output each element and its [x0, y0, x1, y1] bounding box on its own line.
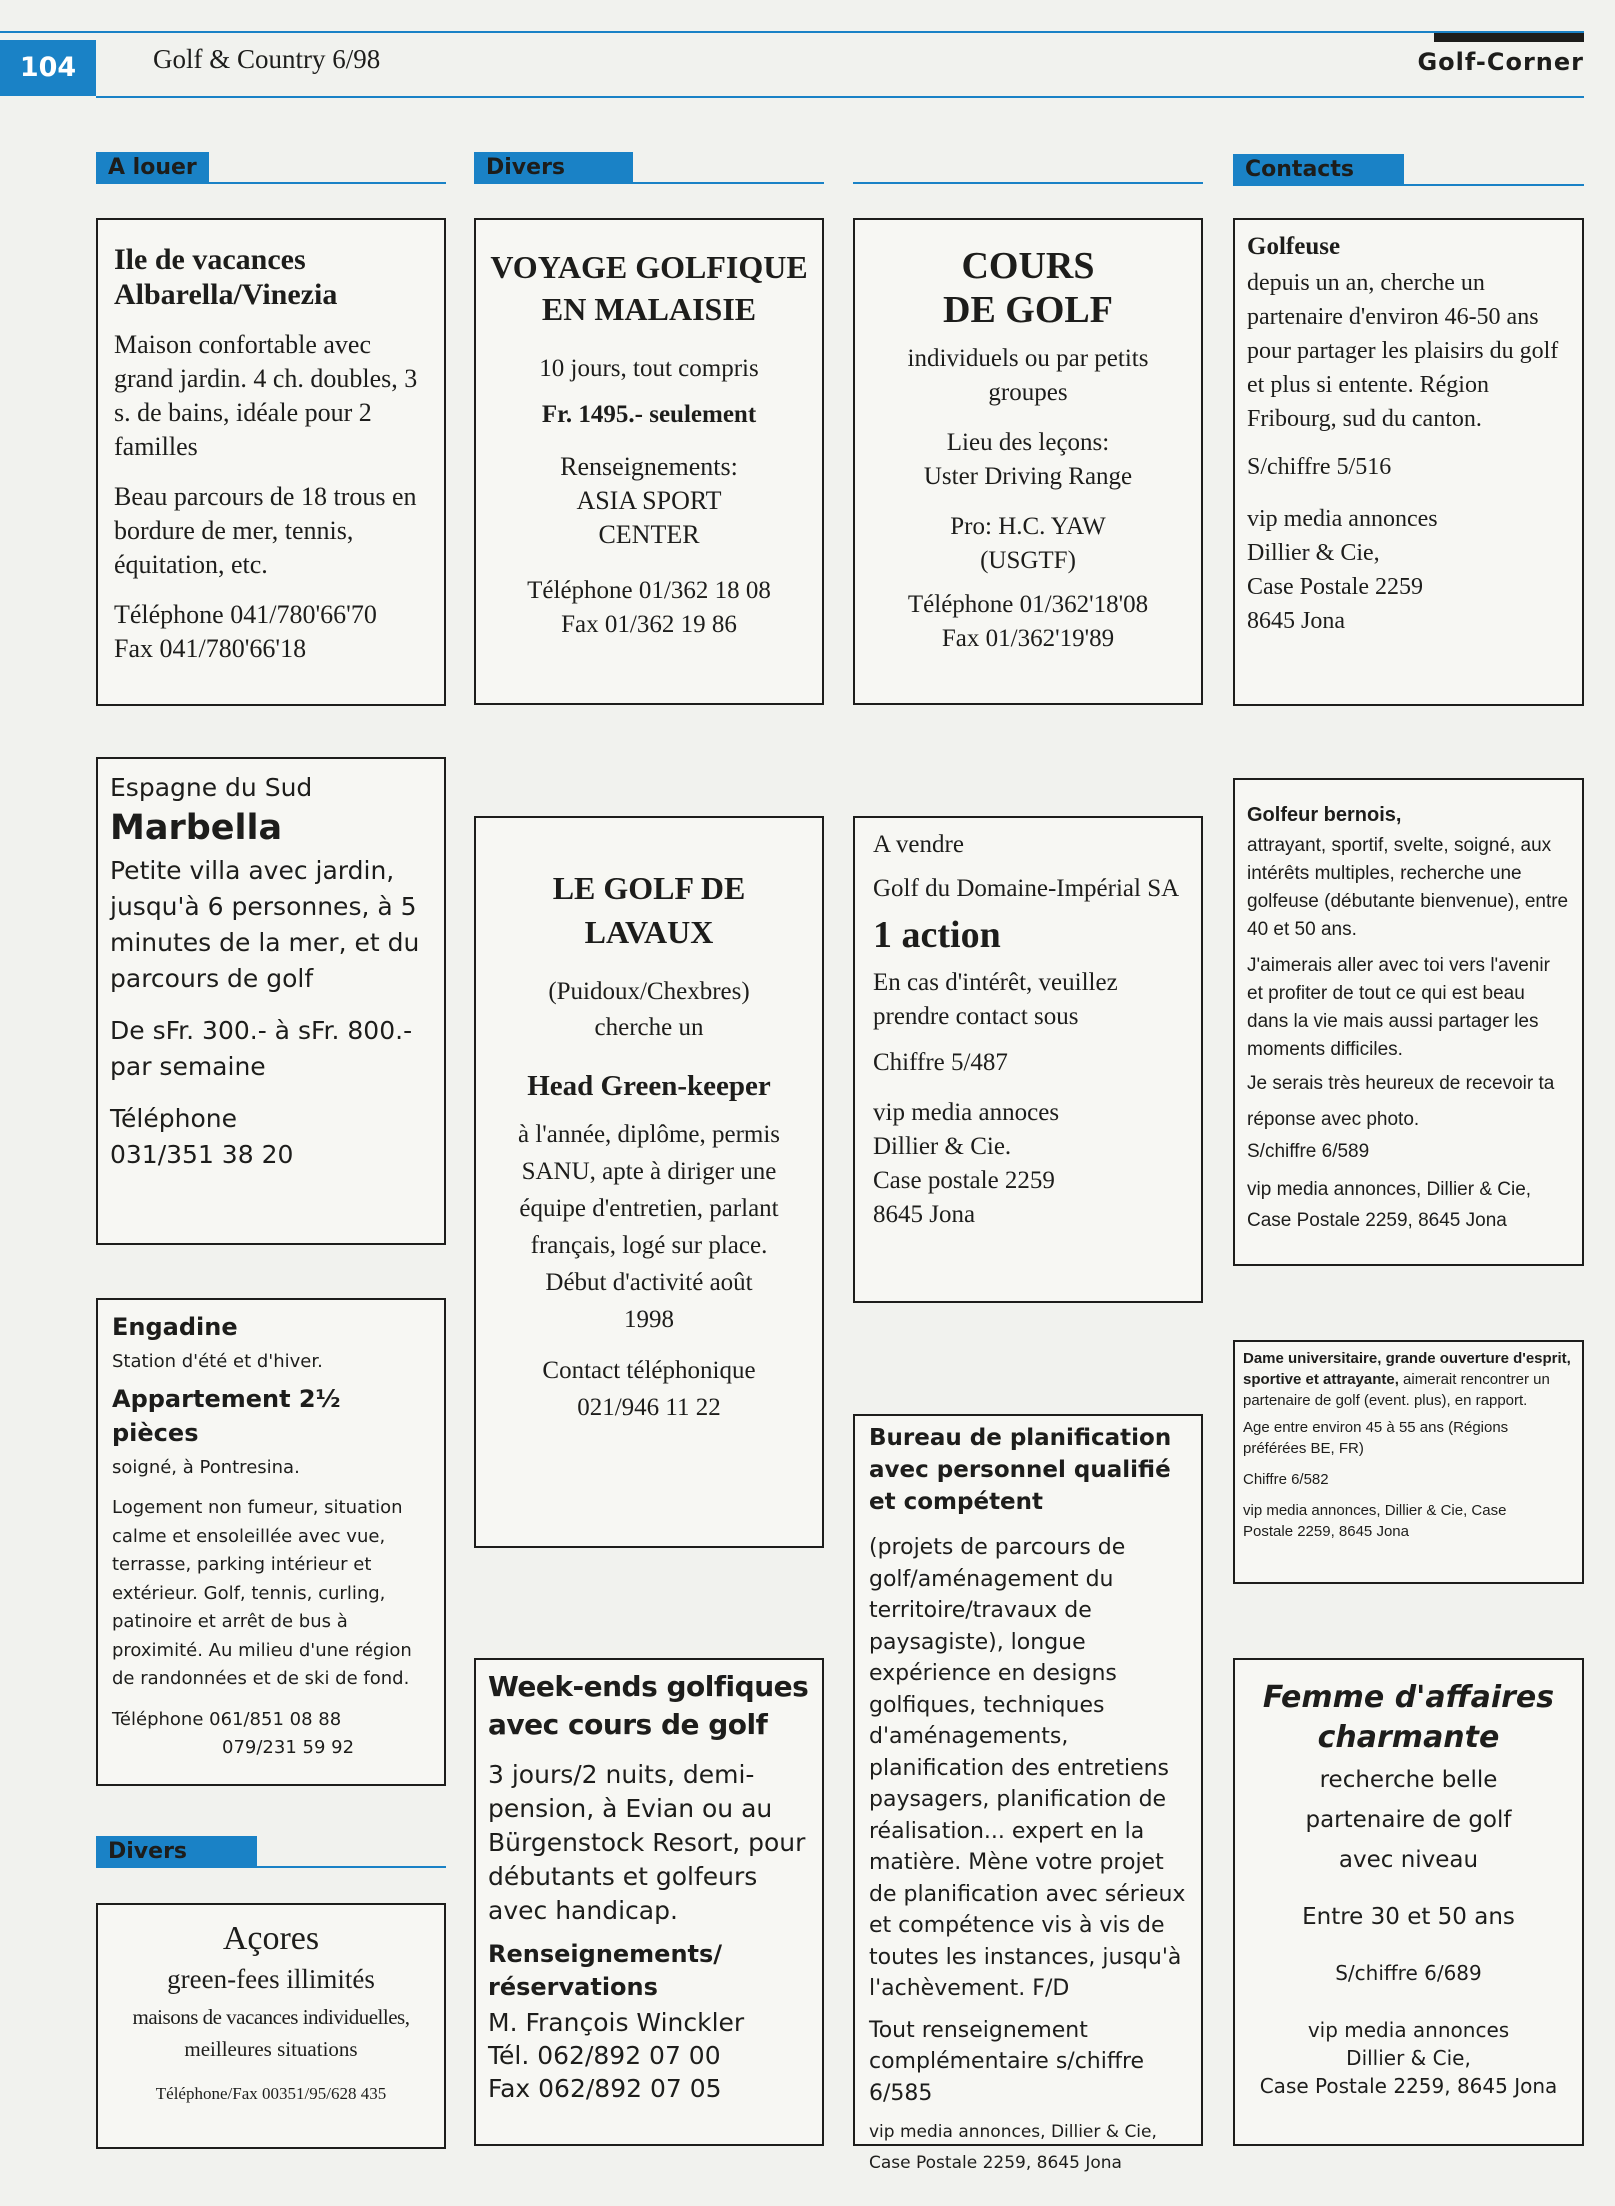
ad-text: Je serais très heureux de recevoir ta réponse avec photo. — [1247, 1073, 1555, 1130]
ad-text-cont: aimerait rencontrer un partenaire de golf (event. plus), en rapport. — [1243, 1371, 1550, 1409]
ad-ref: Chiffre 5/487 — [873, 1049, 1008, 1076]
section-title: Golf-Corner — [1417, 48, 1584, 76]
ad-title: Açores — [222, 1920, 320, 1957]
ad-text: Tout renseignement complémentaire s/chiffre 6/585 — [869, 2017, 1145, 2106]
ad-address: vip media annoces — [873, 1099, 1060, 1126]
ad-weekends — [474, 1658, 824, 2146]
ad-text: Beau parcours de 18 trous en bordure de mer, tennis, équitation, etc. — [114, 482, 417, 579]
ad-title: Week-ends golfiques avec cours de golf — [488, 1670, 809, 1741]
ad-address: Case Postale 2259, 8645 Jona — [1259, 2074, 1558, 2098]
ad-text: Entre 30 et 50 ans — [1302, 1904, 1515, 1930]
ad-text: cherche un — [594, 1014, 704, 1041]
ad-text — [1243, 1348, 1574, 1411]
label-divers-bottom: Divers — [96, 1836, 446, 1868]
header-rule-top — [0, 31, 1584, 33]
ad-phone: Tél. 062/892 07 00 — [488, 2041, 721, 2070]
header-rule-bottom — [96, 96, 1584, 98]
ad-address: Case postale 2259 — [873, 1167, 1055, 1194]
ad-cours-golf — [853, 218, 1203, 705]
ad-address: 8645 Jona — [1247, 608, 1345, 634]
ad-text: Station d'été et d'hiver. — [112, 1351, 323, 1372]
ad-text: Pro: H.C. YAW (USGTF) — [950, 513, 1106, 574]
ad-address: vip media annonces, Dillier & Cie, Case Postale 2259, 8645 Jona — [1243, 1502, 1507, 1540]
ad-phone: Téléphone 041/780'66'70 — [114, 600, 377, 629]
ad-text: depuis un an, cherche un partenaire d'environ 46-50 ans pour partager les plaisirs du golf et plus si entente. Région Fribourg, sud du canton. — [1247, 270, 1559, 432]
ad-job: Head Green-keeper — [527, 1070, 771, 1102]
ad-text: J'aimerais aller avec toi vers l'avenir et profiter de tout ce qui est beau dans la vie mais aussi partager les moments difficiles. — [1247, 955, 1550, 1060]
section-marker-bar — [1434, 33, 1584, 42]
label-contacts: Contacts — [1233, 154, 1584, 186]
ad-lavaux — [474, 816, 824, 1548]
ad-phone: 079/231 59 92 — [222, 1736, 355, 1758]
ad-title: LE GOLF DE LAVAUX — [552, 870, 746, 950]
ad-dame-universitaire — [1233, 1340, 1584, 1584]
page-number: 104 — [0, 40, 96, 96]
ad-ref: S/chiffre 6/589 — [1247, 1141, 1370, 1162]
ad-address: Case Postale 2259 — [1247, 574, 1423, 600]
ad-text: soigné, à Pontresina. — [112, 1457, 300, 1478]
ad-phone: Téléphone/Fax 00351/95/628 435 — [155, 2084, 387, 2103]
ad-text: A vendre — [873, 831, 964, 858]
ad-address: 8645 Jona — [873, 1201, 976, 1228]
ad-title: COURS DE GOLF — [943, 245, 1113, 331]
ad-title: Engadine — [112, 1313, 238, 1341]
ad-text: Contact téléphonique — [542, 1357, 756, 1384]
ad-phone-label: Téléphone — [110, 1104, 237, 1133]
ad-marbella — [96, 757, 446, 1245]
ad-text: Renseignements: — [560, 452, 738, 481]
ad-address: vip media annonces, Dillier & Cie, Case Postale 2259, 8645 Jona — [1247, 1179, 1532, 1231]
ad-bureau — [853, 1414, 1203, 2173]
ad-phone: Téléphone 01/362 18 08 — [527, 577, 771, 604]
ad-title: 1 action — [873, 914, 1001, 956]
ad-phone: Téléphone 01/362'18'08 — [907, 591, 1149, 618]
ad-golfeur-bernois — [1233, 778, 1584, 1266]
ad-acores — [96, 1903, 446, 2149]
ad-phone: 021/946 11 22 — [577, 1394, 721, 1421]
ad-org: ASIA SPORT CENTER — [576, 486, 722, 549]
ad-address: Dillier & Cie, — [1346, 2046, 1471, 2070]
ad-action — [853, 816, 1203, 1303]
ad-region: Espagne du Sud — [110, 773, 313, 802]
ad-text: meilleures situations — [184, 2037, 358, 2061]
ad-text: recherche belle partenaire de golf avec niveau — [1305, 1767, 1512, 1873]
ad-fax: Fax 01/362 19 86 — [561, 611, 737, 638]
ad-text: Maison confortable avec grand jardin. 4 ch. doubles, 3 s. de bains, idéale pour 2 familles — [114, 330, 418, 461]
ad-address: vip media annonces — [1307, 2018, 1510, 2042]
ad-text: individuels ou par petits groupes — [907, 345, 1149, 406]
ad-title: Bureau de planification avec personnel qualifié et compétent — [869, 1425, 1172, 1515]
ad-text: Logement non fumeur, situation calme et ensoleillée avec vue, terrasse, parking intérieur et extérieur. Golf, tennis, curling, patinoire et arrêt de bus à proximité. Au milieu d'une région de randonnées et de ski de fond. — [112, 1497, 412, 1689]
ad-address: Dillier & Cie, — [1247, 540, 1380, 566]
ad-text: Golf du Domaine-Impérial SA — [873, 875, 1180, 902]
ad-fax: Fax 062/892 07 05 — [488, 2074, 722, 2103]
label-a-louer: A louer — [96, 152, 446, 184]
ad-ref: Chiffre 6/582 — [1243, 1471, 1329, 1488]
label-divers-top: Divers — [474, 152, 824, 184]
ad-address: vip media annonces, Dillier & Cie, Case Postale 2259, 8645 Jona — [869, 2122, 1157, 2173]
ad-fax: Fax 041/780'66'18 — [114, 634, 307, 663]
ad-title: Dame universitaire, grande ouverture d'esprit, sportive et attrayante, — [1243, 1350, 1571, 1388]
ad-ref: S/chiffre 5/516 — [1247, 454, 1392, 480]
ad-fax: Fax 01/362'19'89 — [941, 625, 1115, 652]
ad-golfeuse — [1233, 218, 1584, 706]
ad-text: En cas d'intérêt, veuillez prendre contact sous — [873, 969, 1118, 1030]
ad-price: De sFr. 300.- à sFr. 800.- par semaine — [110, 1016, 413, 1081]
ad-text: 3 jours/2 nuits, demi-pension, à Evian ou au Bürgenstock Resort, pour débutants et golfeurs avec handicap. — [488, 1760, 806, 1925]
label-blank — [853, 152, 1203, 184]
ad-phone: 031/351 38 20 — [110, 1140, 294, 1169]
ad-text: green-fees illimités — [167, 1964, 375, 1994]
ad-title: Golfeuse — [1247, 233, 1341, 260]
ad-text: à l'année, diplôme, permis SANU, apte à diriger une équipe d'entretien, parlant français, logé sur place. — [517, 1121, 781, 1259]
ad-text: Petite villa avec jardin, jusqu'à 6 personnes, à 5 minutes de la mer, et du parcours de golf — [110, 856, 420, 993]
ad-text: 10 jours, tout compris — [539, 355, 759, 382]
ad-text: (Puidoux/Chexbres) — [548, 978, 750, 1005]
ad-text: Uster Driving Range — [923, 463, 1133, 490]
ad-title: Golfeur bernois, — [1247, 804, 1402, 826]
ad-title: Appartement 2½ pièces — [112, 1385, 341, 1447]
ad-engadine — [96, 1298, 446, 1786]
ad-contact-name: M. François Winckler — [488, 2008, 745, 2037]
ad-text: maisons de vacances individuelles, — [132, 2005, 410, 2029]
ad-price: Fr. 1495.- seulement — [541, 401, 757, 428]
ad-text: Lieu des leçons: — [946, 429, 1110, 456]
ad-malaisie — [474, 218, 824, 705]
ad-address: vip media annonces — [1247, 506, 1438, 532]
ad-text: Renseignements/ réservations — [488, 1940, 723, 2001]
ad-title: VOYAGE GOLFIQUE EN MALAISIE — [490, 249, 808, 327]
ad-text: attrayant, sportif, svelte, soigné, aux intérêts multiples, recherche une golfeuse (débutante bienvenue), entre 40 et 50 ans. — [1247, 835, 1569, 940]
ad-title: Femme d'affaires charmante — [1262, 1680, 1555, 1755]
ad-phone: Téléphone 061/851 08 88 — [112, 1708, 342, 1730]
ad-text: (projets de parcours de golf/aménagement du territoire/travaux de paysagiste), longue expérience en designs golfiques, techniques d'aménagements, planification des entretiens paysagers, planification de réalisation... expert en la matière. Mène votre projet de planification avec sérieux et compétence vis à vis de toutes les instances, jusqu'à l'achèvement. F/D — [869, 1535, 1186, 2001]
ad-text: Début d'activité août 1998 — [545, 1269, 753, 1333]
ad-ref: S/chiffre 6/689 — [1335, 1961, 1482, 1985]
magazine-title: Golf & Country 6/98 — [153, 44, 381, 74]
ad-albarella — [96, 218, 446, 706]
ad-femme-affaires — [1233, 1658, 1584, 2146]
ad-title: Marbella — [110, 808, 283, 848]
ad-text: Age entre environ 45 à 55 ans (Régions préférées BE, FR) — [1243, 1419, 1509, 1457]
ad-title: Ile de vacances Albarella/Vinezia — [114, 243, 338, 311]
ad-address: Dillier & Cie. — [873, 1133, 1012, 1160]
